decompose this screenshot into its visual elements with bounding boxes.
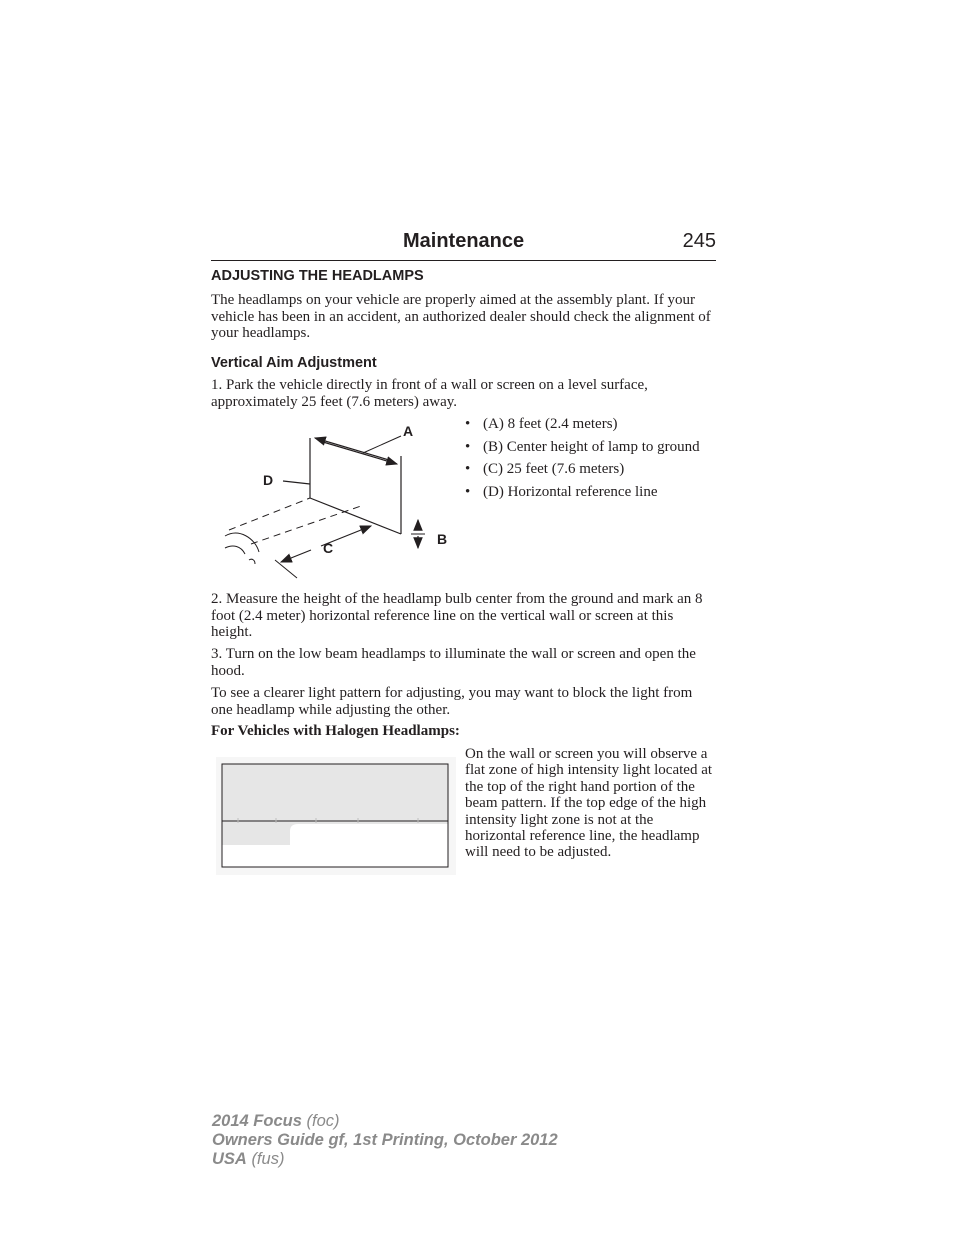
section-title: Maintenance (403, 230, 525, 252)
bullet-icon: • (465, 438, 471, 455)
halogen-heading: For Vehicles with Halogen Headlamps: (211, 723, 460, 739)
beam-pattern-diagram (216, 757, 456, 875)
footer-region-code: (fus) (251, 1150, 285, 1168)
label-a: A (403, 423, 414, 439)
bullet-icon: • (465, 416, 471, 432)
tip-paragraph: To see a clearer light pattern for adjusting, you may want to block the light from one headlamp while adjusting the other. (211, 685, 693, 718)
step-1: 1. Park the vehicle directly in front of a wall or screen on a level surface, approximately 25 feet (7.6 meters) away. (211, 377, 648, 410)
headlamp-aim-diagram (211, 418, 461, 586)
horizontal-reference-line (310, 498, 401, 534)
beam-line-upper (229, 498, 310, 530)
step-3: 3. Turn on the low beam headlamps to illuminate the wall or screen and open the hood. (211, 646, 696, 679)
list-item (465, 484, 715, 501)
legend-c: (C) 25 feet (7.6 meters) (483, 461, 625, 477)
page-footer (212, 1112, 558, 1169)
list-item (465, 461, 715, 478)
legend-b: (B) Center height of lamp to ground (483, 438, 700, 455)
dimension-a-arrow-right (323, 442, 397, 464)
step-2: 2. Measure the height of the headlamp bulb center from the ground and mark an 8 foot (2.4 meter) horizontal reference line on the vertical wall or screen at this height. (211, 591, 703, 640)
dimension-c-tick (275, 560, 297, 578)
bullet-icon: • (465, 483, 471, 500)
label-c: C (323, 540, 334, 556)
dimension-c-arrow-left (281, 550, 311, 562)
label-d: D (263, 472, 274, 488)
reference-line-leader (283, 481, 310, 484)
bullet-icon: • (465, 461, 471, 477)
lower-dark-zone (223, 845, 291, 867)
diagram-legend-list (465, 416, 715, 506)
upper-light-zone (223, 765, 448, 822)
footer-guide: Owners Guide gf, 1st Printing, October 2012 (212, 1131, 558, 1149)
footer-model-code: (foc) (306, 1112, 340, 1130)
page-number: 245 (682, 230, 716, 252)
beam-line-lower (251, 506, 361, 544)
footer-model: 2014 Focus (212, 1112, 302, 1130)
section-heading: ADJUSTING THE HEADLAMPS (211, 268, 424, 284)
legend-d: (D) Horizontal reference line (483, 483, 658, 500)
label-b: B (437, 531, 448, 547)
halogen-description: On the wall or screen you will observe a flat zone of high intensity light located at the top of the right hand portion of the beam pattern. If the top edge of the high intensity light zone is not at the horizontal reference line, the headlamp will need to be adjusted. (465, 746, 713, 861)
subsection-heading: Vertical Aim Adjustment (211, 355, 377, 371)
vehicle-front-outline (225, 533, 259, 564)
intro-paragraph: The headlamps on your vehicle are properly aimed at the assembly plant. If your vehicle has been in an accident, an authorized dealer should check the alignment of your headlamps. (211, 292, 711, 341)
label-a-leader (363, 436, 401, 453)
list-item (465, 416, 715, 433)
legend-a: (A) 8 feet (2.4 meters) (483, 416, 618, 432)
dimension-a-arrow-left (315, 438, 389, 460)
page-header (211, 228, 716, 261)
list-item (465, 439, 715, 456)
footer-region: USA (212, 1150, 247, 1168)
